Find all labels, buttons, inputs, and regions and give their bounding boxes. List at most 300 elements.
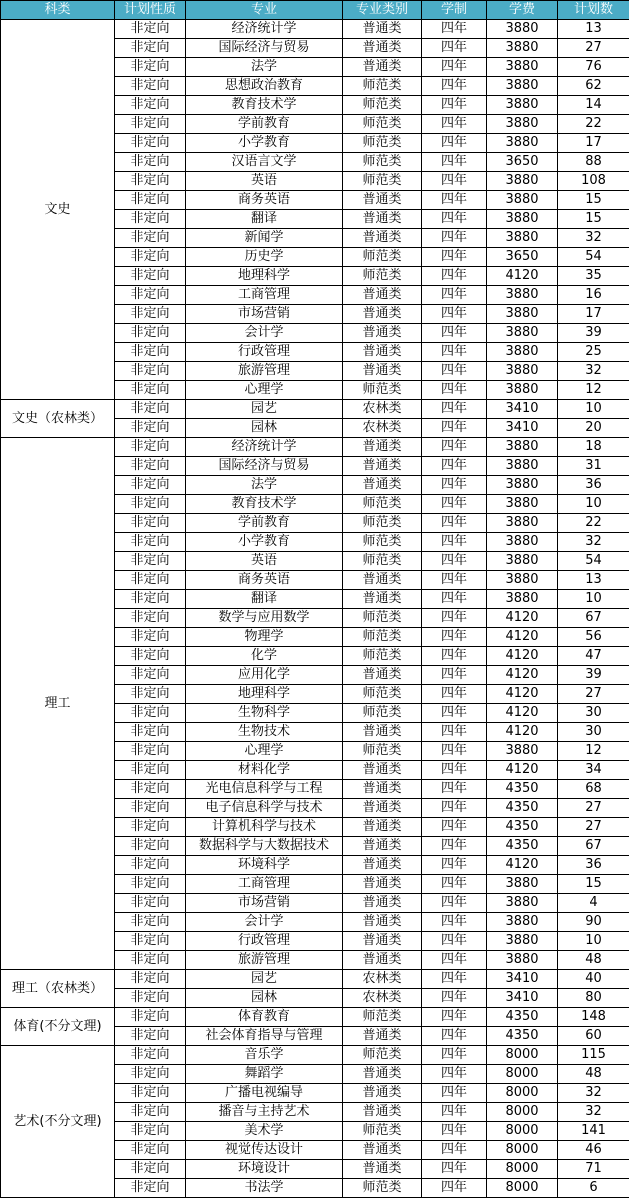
major-cell: 数学与应用数学	[186, 609, 343, 628]
quota-cell: 56	[558, 628, 629, 647]
duration-cell: 四年	[422, 476, 487, 495]
major-class-cell: 师范类	[343, 134, 422, 153]
duration-cell: 四年	[422, 913, 487, 932]
plan-type-cell: 非定向	[115, 286, 186, 305]
duration-cell: 四年	[422, 286, 487, 305]
major-class-cell: 农林类	[343, 970, 422, 989]
tuition-cell: 3650	[487, 248, 558, 267]
major-cell: 经济统计学	[186, 438, 343, 457]
duration-cell: 四年	[422, 780, 487, 799]
major-class-cell: 师范类	[343, 267, 422, 286]
header-major: 专业	[186, 1, 343, 20]
tuition-cell: 4120	[487, 723, 558, 742]
tuition-cell: 3880	[487, 362, 558, 381]
major-class-cell: 师范类	[343, 628, 422, 647]
quota-cell: 27	[558, 685, 629, 704]
major-cell: 环境科学	[186, 856, 343, 875]
quota-cell: 32	[558, 1084, 629, 1103]
quota-cell: 34	[558, 761, 629, 780]
category-group-cell: 艺术(不分文理)	[1, 1046, 115, 1198]
quota-cell: 39	[558, 324, 629, 343]
major-cell: 小学教育	[186, 134, 343, 153]
quota-cell: 60	[558, 1027, 629, 1046]
duration-cell: 四年	[422, 96, 487, 115]
tuition-cell: 3880	[487, 495, 558, 514]
tuition-cell: 3880	[487, 172, 558, 191]
plan-type-cell: 非定向	[115, 438, 186, 457]
quota-cell: 12	[558, 381, 629, 400]
plan-type-cell: 非定向	[115, 419, 186, 438]
major-cell: 化学	[186, 647, 343, 666]
plan-type-cell: 非定向	[115, 210, 186, 229]
plan-type-cell: 非定向	[115, 39, 186, 58]
table-row	[1, 20, 629, 39]
quota-cell: 54	[558, 552, 629, 571]
tuition-cell: 3880	[487, 58, 558, 77]
header-major-class: 专业类别	[343, 1, 422, 20]
duration-cell: 四年	[422, 267, 487, 286]
duration-cell: 四年	[422, 742, 487, 761]
major-class-cell: 普通类	[343, 723, 422, 742]
quota-cell: 32	[558, 362, 629, 381]
duration-cell: 四年	[422, 1008, 487, 1027]
tuition-cell: 3880	[487, 286, 558, 305]
quota-cell: 15	[558, 191, 629, 210]
tuition-cell: 4120	[487, 761, 558, 780]
quota-cell: 32	[558, 1103, 629, 1122]
major-cell: 工商管理	[186, 875, 343, 894]
major-class-cell: 普通类	[343, 1084, 422, 1103]
header-quota: 计划数	[558, 1, 629, 20]
quota-cell: 88	[558, 153, 629, 172]
tuition-cell: 3880	[487, 590, 558, 609]
quota-cell: 14	[558, 96, 629, 115]
plan-type-cell: 非定向	[115, 457, 186, 476]
tuition-cell: 3650	[487, 153, 558, 172]
tuition-cell: 3880	[487, 134, 558, 153]
tuition-cell: 3880	[487, 514, 558, 533]
major-class-cell: 普通类	[343, 457, 422, 476]
major-cell: 园艺	[186, 400, 343, 419]
quota-cell: 62	[558, 77, 629, 96]
major-class-cell: 普通类	[343, 343, 422, 362]
quota-cell: 46	[558, 1141, 629, 1160]
major-class-cell: 师范类	[343, 381, 422, 400]
duration-cell: 四年	[422, 970, 487, 989]
major-cell: 教育技术学	[186, 495, 343, 514]
major-class-cell: 普通类	[343, 476, 422, 495]
major-cell: 心理学	[186, 381, 343, 400]
major-cell: 教育技术学	[186, 96, 343, 115]
quota-cell: 31	[558, 457, 629, 476]
duration-cell: 四年	[422, 248, 487, 267]
tuition-cell: 3880	[487, 96, 558, 115]
quota-cell: 115	[558, 1046, 629, 1065]
duration-cell: 四年	[422, 856, 487, 875]
major-cell: 光电信息科学与工程	[186, 780, 343, 799]
table-body	[1, 20, 629, 1198]
plan-type-cell: 非定向	[115, 400, 186, 419]
major-class-cell: 师范类	[343, 685, 422, 704]
plan-type-cell: 非定向	[115, 324, 186, 343]
table-row	[1, 970, 629, 989]
tuition-cell: 8000	[487, 1065, 558, 1084]
quota-cell: 32	[558, 533, 629, 552]
major-class-cell: 普通类	[343, 1103, 422, 1122]
tuition-cell: 4350	[487, 1008, 558, 1027]
tuition-cell: 4350	[487, 799, 558, 818]
plan-type-cell: 非定向	[115, 96, 186, 115]
quota-cell: 148	[558, 1008, 629, 1027]
duration-cell: 四年	[422, 77, 487, 96]
table-row	[1, 1008, 629, 1027]
category-group-cell: 理工（农林类）	[1, 970, 115, 1008]
category-group-cell: 文史（农林类）	[1, 400, 115, 438]
plan-type-cell: 非定向	[115, 20, 186, 39]
tuition-cell: 4120	[487, 685, 558, 704]
major-cell: 商务英语	[186, 191, 343, 210]
quota-cell: 80	[558, 989, 629, 1008]
tuition-cell: 3880	[487, 343, 558, 362]
major-cell: 英语	[186, 172, 343, 191]
quota-cell: 12	[558, 742, 629, 761]
major-cell: 材料化学	[186, 761, 343, 780]
plan-type-cell: 非定向	[115, 761, 186, 780]
plan-type-cell: 非定向	[115, 1046, 186, 1065]
duration-cell: 四年	[422, 818, 487, 837]
major-class-cell: 普通类	[343, 324, 422, 343]
tuition-cell: 3880	[487, 191, 558, 210]
duration-cell: 四年	[422, 324, 487, 343]
quota-cell: 35	[558, 267, 629, 286]
major-class-cell: 普通类	[343, 362, 422, 381]
major-class-cell: 师范类	[343, 153, 422, 172]
duration-cell: 四年	[422, 799, 487, 818]
plan-type-cell: 非定向	[115, 1084, 186, 1103]
duration-cell: 四年	[422, 58, 487, 77]
plan-type-cell: 非定向	[115, 913, 186, 932]
tuition-cell: 8000	[487, 1179, 558, 1198]
major-class-cell: 普通类	[343, 856, 422, 875]
major-cell: 美术学	[186, 1122, 343, 1141]
plan-type-cell: 非定向	[115, 875, 186, 894]
major-class-cell: 普通类	[343, 932, 422, 951]
duration-cell: 四年	[422, 514, 487, 533]
duration-cell: 四年	[422, 932, 487, 951]
major-class-cell: 师范类	[343, 1008, 422, 1027]
major-cell: 行政管理	[186, 932, 343, 951]
tuition-cell: 3410	[487, 989, 558, 1008]
tuition-cell: 3880	[487, 210, 558, 229]
quota-cell: 22	[558, 514, 629, 533]
major-class-cell: 师范类	[343, 248, 422, 267]
duration-cell: 四年	[422, 172, 487, 191]
duration-cell: 四年	[422, 1103, 487, 1122]
plan-type-cell: 非定向	[115, 305, 186, 324]
plan-type-cell: 非定向	[115, 1141, 186, 1160]
major-class-cell: 普通类	[343, 305, 422, 324]
quota-cell: 108	[558, 172, 629, 191]
quota-cell: 17	[558, 305, 629, 324]
duration-cell: 四年	[422, 438, 487, 457]
major-class-cell: 师范类	[343, 1179, 422, 1198]
quota-cell: 27	[558, 799, 629, 818]
major-class-cell: 普通类	[343, 438, 422, 457]
tuition-cell: 4120	[487, 609, 558, 628]
major-class-cell: 师范类	[343, 533, 422, 552]
major-cell: 园林	[186, 419, 343, 438]
duration-cell: 四年	[422, 457, 487, 476]
quota-cell: 40	[558, 970, 629, 989]
tuition-cell: 4120	[487, 267, 558, 286]
plan-type-cell: 非定向	[115, 115, 186, 134]
tuition-cell: 3880	[487, 229, 558, 248]
major-class-cell: 普通类	[343, 1065, 422, 1084]
plan-type-cell: 非定向	[115, 571, 186, 590]
major-class-cell: 师范类	[343, 742, 422, 761]
duration-cell: 四年	[422, 1141, 487, 1160]
major-class-cell: 普通类	[343, 951, 422, 970]
major-class-cell: 农林类	[343, 989, 422, 1008]
tuition-cell: 4350	[487, 1027, 558, 1046]
major-class-cell: 普通类	[343, 837, 422, 856]
quota-cell: 30	[558, 704, 629, 723]
major-class-cell: 师范类	[343, 609, 422, 628]
tuition-cell: 3880	[487, 77, 558, 96]
plan-type-cell: 非定向	[115, 1179, 186, 1198]
duration-cell: 四年	[422, 20, 487, 39]
major-cell: 社会体育指导与管理	[186, 1027, 343, 1046]
major-cell: 旅游管理	[186, 362, 343, 381]
tuition-cell: 3410	[487, 419, 558, 438]
quota-cell: 10	[558, 495, 629, 514]
major-cell: 生物科学	[186, 704, 343, 723]
tuition-cell: 4120	[487, 628, 558, 647]
major-cell: 国际经济与贸易	[186, 39, 343, 58]
duration-cell: 四年	[422, 666, 487, 685]
major-cell: 物理学	[186, 628, 343, 647]
tuition-cell: 8000	[487, 1103, 558, 1122]
major-cell: 翻译	[186, 210, 343, 229]
major-class-cell: 师范类	[343, 495, 422, 514]
plan-type-cell: 非定向	[115, 704, 186, 723]
duration-cell: 四年	[422, 134, 487, 153]
table-row	[1, 400, 629, 419]
tuition-cell: 4120	[487, 647, 558, 666]
quota-cell: 36	[558, 476, 629, 495]
major-cell: 小学教育	[186, 533, 343, 552]
duration-cell: 四年	[422, 875, 487, 894]
major-cell: 播音与主持艺术	[186, 1103, 343, 1122]
duration-cell: 四年	[422, 381, 487, 400]
duration-cell: 四年	[422, 571, 487, 590]
major-cell: 应用化学	[186, 666, 343, 685]
major-cell: 学前教育	[186, 115, 343, 134]
plan-type-cell: 非定向	[115, 799, 186, 818]
major-cell: 工商管理	[186, 286, 343, 305]
quota-cell: 25	[558, 343, 629, 362]
major-class-cell: 普通类	[343, 913, 422, 932]
quota-cell: 54	[558, 248, 629, 267]
tuition-cell: 4120	[487, 856, 558, 875]
major-cell: 新闻学	[186, 229, 343, 248]
major-class-cell: 普通类	[343, 58, 422, 77]
plan-type-cell: 非定向	[115, 685, 186, 704]
major-cell: 汉语言文学	[186, 153, 343, 172]
major-class-cell: 普通类	[343, 210, 422, 229]
duration-cell: 四年	[422, 419, 487, 438]
duration-cell: 四年	[422, 229, 487, 248]
plan-type-cell: 非定向	[115, 172, 186, 191]
plan-type-cell: 非定向	[115, 1065, 186, 1084]
tuition-cell: 8000	[487, 1122, 558, 1141]
quota-cell: 4	[558, 894, 629, 913]
duration-cell: 四年	[422, 590, 487, 609]
duration-cell: 四年	[422, 495, 487, 514]
plan-type-cell: 非定向	[115, 932, 186, 951]
major-class-cell: 普通类	[343, 780, 422, 799]
major-cell: 音乐学	[186, 1046, 343, 1065]
major-class-cell: 普通类	[343, 875, 422, 894]
tuition-cell: 3880	[487, 571, 558, 590]
plan-type-cell: 非定向	[115, 989, 186, 1008]
major-cell: 市场营销	[186, 305, 343, 324]
duration-cell: 四年	[422, 343, 487, 362]
major-class-cell: 普通类	[343, 191, 422, 210]
major-class-cell: 师范类	[343, 172, 422, 191]
category-group-cell: 理工	[1, 438, 115, 970]
major-class-cell: 师范类	[343, 96, 422, 115]
major-cell: 计算机科学与技术	[186, 818, 343, 837]
duration-cell: 四年	[422, 647, 487, 666]
major-cell: 心理学	[186, 742, 343, 761]
plan-type-cell: 非定向	[115, 666, 186, 685]
plan-type-cell: 非定向	[115, 837, 186, 856]
major-cell: 体育教育	[186, 1008, 343, 1027]
plan-type-cell: 非定向	[115, 723, 186, 742]
tuition-cell: 4350	[487, 818, 558, 837]
plan-type-cell: 非定向	[115, 1027, 186, 1046]
major-cell: 英语	[186, 552, 343, 571]
major-class-cell: 师范类	[343, 1122, 422, 1141]
quota-cell: 67	[558, 609, 629, 628]
quota-cell: 18	[558, 438, 629, 457]
duration-cell: 四年	[422, 1065, 487, 1084]
table-row	[1, 1046, 629, 1065]
duration-cell: 四年	[422, 191, 487, 210]
tuition-cell: 8000	[487, 1141, 558, 1160]
major-class-cell: 普通类	[343, 1160, 422, 1179]
major-cell: 电子信息科学与技术	[186, 799, 343, 818]
major-cell: 舞蹈学	[186, 1065, 343, 1084]
quota-cell: 68	[558, 780, 629, 799]
major-class-cell: 普通类	[343, 894, 422, 913]
major-class-cell: 普通类	[343, 761, 422, 780]
category-group-cell: 文史	[1, 20, 115, 400]
major-class-cell: 师范类	[343, 552, 422, 571]
duration-cell: 四年	[422, 115, 487, 134]
plan-type-cell: 非定向	[115, 514, 186, 533]
duration-cell: 四年	[422, 153, 487, 172]
tuition-cell: 3880	[487, 438, 558, 457]
plan-type-cell: 非定向	[115, 362, 186, 381]
plan-type-cell: 非定向	[115, 533, 186, 552]
plan-type-cell: 非定向	[115, 609, 186, 628]
major-cell: 广播电视编导	[186, 1084, 343, 1103]
quota-cell: 15	[558, 210, 629, 229]
duration-cell: 四年	[422, 1084, 487, 1103]
quota-cell: 10	[558, 400, 629, 419]
quota-cell: 141	[558, 1122, 629, 1141]
major-class-cell: 农林类	[343, 419, 422, 438]
plan-type-cell: 非定向	[115, 1008, 186, 1027]
major-cell: 翻译	[186, 590, 343, 609]
plan-type-cell: 非定向	[115, 134, 186, 153]
quota-cell: 48	[558, 1065, 629, 1084]
tuition-cell: 3880	[487, 742, 558, 761]
major-class-cell: 普通类	[343, 20, 422, 39]
quota-cell: 22	[558, 115, 629, 134]
tuition-cell: 8000	[487, 1160, 558, 1179]
quota-cell: 71	[558, 1160, 629, 1179]
header-tuition: 学费	[487, 1, 558, 20]
duration-cell: 四年	[422, 628, 487, 647]
duration-cell: 四年	[422, 1122, 487, 1141]
tuition-cell: 4120	[487, 666, 558, 685]
major-class-cell: 师范类	[343, 115, 422, 134]
tuition-cell: 3880	[487, 324, 558, 343]
quota-cell: 15	[558, 875, 629, 894]
tuition-cell: 3880	[487, 951, 558, 970]
plan-type-cell: 非定向	[115, 495, 186, 514]
major-cell: 书法学	[186, 1179, 343, 1198]
major-cell: 数据科学与大数据技术	[186, 837, 343, 856]
major-cell: 历史学	[186, 248, 343, 267]
plan-type-cell: 非定向	[115, 856, 186, 875]
plan-type-cell: 非定向	[115, 1122, 186, 1141]
duration-cell: 四年	[422, 1046, 487, 1065]
tuition-cell: 4350	[487, 837, 558, 856]
plan-type-cell: 非定向	[115, 552, 186, 571]
plan-type-cell: 非定向	[115, 476, 186, 495]
tuition-cell: 3880	[487, 39, 558, 58]
major-class-cell: 普通类	[343, 39, 422, 58]
quota-cell: 32	[558, 229, 629, 248]
tuition-cell: 3410	[487, 970, 558, 989]
duration-cell: 四年	[422, 210, 487, 229]
major-class-cell: 普通类	[343, 229, 422, 248]
tuition-cell: 8000	[487, 1046, 558, 1065]
major-cell: 地理科学	[186, 685, 343, 704]
duration-cell: 四年	[422, 533, 487, 552]
duration-cell: 四年	[422, 39, 487, 58]
duration-cell: 四年	[422, 723, 487, 742]
major-class-cell: 普通类	[343, 1141, 422, 1160]
quota-cell: 67	[558, 837, 629, 856]
major-cell: 会计学	[186, 913, 343, 932]
plan-type-cell: 非定向	[115, 248, 186, 267]
tuition-cell: 3880	[487, 381, 558, 400]
plan-type-cell: 非定向	[115, 894, 186, 913]
major-cell: 旅游管理	[186, 951, 343, 970]
table-row	[1, 438, 629, 457]
plan-type-cell: 非定向	[115, 229, 186, 248]
duration-cell: 四年	[422, 609, 487, 628]
quota-cell: 10	[558, 932, 629, 951]
major-cell: 法学	[186, 476, 343, 495]
quota-cell: 13	[558, 571, 629, 590]
quota-cell: 27	[558, 818, 629, 837]
